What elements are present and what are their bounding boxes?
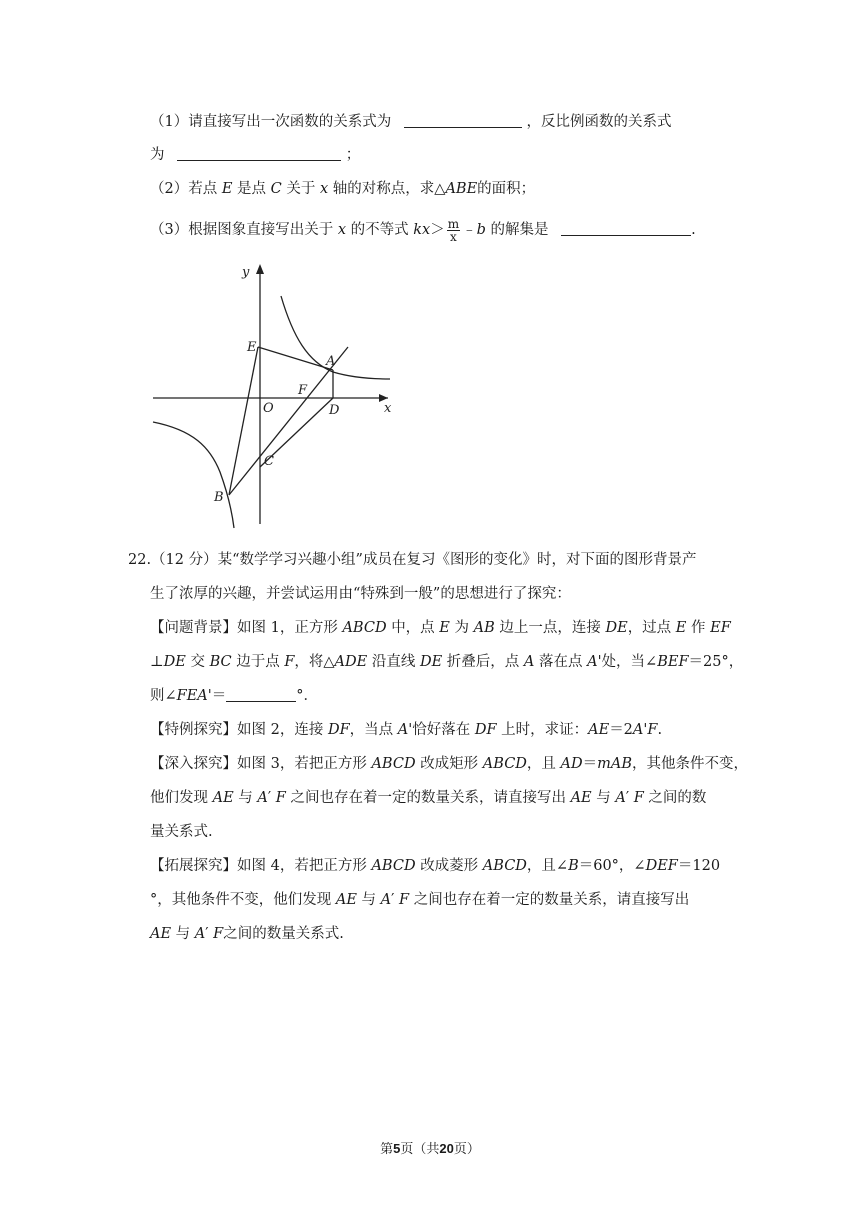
greater-than-sign: ＞ bbox=[430, 222, 445, 238]
hyperbola-lower-branch bbox=[153, 422, 234, 528]
perpendicular-sign: ⊥ bbox=[150, 654, 164, 670]
var-DEF: DEF bbox=[645, 858, 678, 874]
q22-text: 中，点 bbox=[391, 620, 435, 636]
segment-EA bbox=[258, 347, 336, 370]
q22-text: 之间也存在着一定的数量关系，请直接写出 bbox=[413, 892, 690, 908]
q22-text: 折叠后，点 bbox=[446, 654, 520, 670]
q21-part2-line bbox=[150, 179, 535, 199]
var-x: x bbox=[337, 222, 347, 238]
q21-part3-text: 的不等式 bbox=[350, 222, 409, 238]
q22-text: °，其他条件不变，他们发现 bbox=[150, 892, 332, 908]
q22-text: 【问题背景】如图 1，正方形 bbox=[150, 620, 338, 636]
var-E: E bbox=[439, 620, 450, 636]
q22-text: ，且 bbox=[526, 756, 556, 772]
var-DE: DE bbox=[419, 654, 443, 670]
minus-sign: ﹣ bbox=[462, 222, 477, 238]
footer-text: 第 bbox=[380, 1142, 394, 1157]
q22-text: 改成矩形 bbox=[420, 756, 479, 772]
label-F: F bbox=[298, 383, 308, 398]
q22-text: ＝120 bbox=[677, 858, 721, 874]
q22-background-line3 bbox=[150, 686, 318, 706]
q22-text: 与 bbox=[175, 926, 191, 942]
q22-line1 bbox=[128, 550, 696, 570]
label-B: B bbox=[214, 490, 224, 505]
prime-mark: ′ bbox=[205, 926, 209, 942]
q22-text: ＝2 bbox=[609, 722, 633, 738]
q21-part1-text-c: 为 bbox=[150, 147, 165, 163]
var-A-prime: A' bbox=[397, 722, 413, 738]
var-b: b bbox=[476, 222, 486, 238]
prime-mark: ′ bbox=[267, 790, 272, 806]
label-x: x bbox=[384, 401, 392, 416]
q22-text: 他们发现 bbox=[150, 790, 208, 806]
q21-part2-text: 关于 bbox=[286, 181, 316, 197]
var-A: A bbox=[194, 926, 206, 942]
prime-mark: ′ bbox=[391, 892, 395, 908]
var-x: x bbox=[319, 181, 329, 197]
footer-text: 页（共 bbox=[400, 1142, 440, 1157]
q21-part3-text: （3）根据图象直接写出关于 bbox=[150, 222, 334, 238]
q22-text: ，将△ bbox=[294, 654, 335, 670]
q22-text: 交 bbox=[190, 654, 205, 670]
fraction-denominator: x bbox=[450, 229, 457, 244]
q22-text: ＝60°，∠ bbox=[578, 858, 646, 874]
var-ABE: ABE bbox=[445, 181, 478, 197]
var-ABCD: ABCD bbox=[342, 620, 387, 636]
var-F: F bbox=[633, 790, 644, 806]
q21-part1-line1 bbox=[150, 112, 671, 132]
q22-text: 恰好落在 bbox=[412, 722, 471, 738]
var-AE: AE bbox=[588, 722, 610, 738]
var-A: A bbox=[615, 790, 626, 806]
var-A-prime: A' bbox=[587, 654, 602, 670]
total-pages: 20 bbox=[439, 1141, 454, 1156]
q21-part2-text: 轴的对称点，求△ bbox=[332, 181, 446, 197]
q21-part2-text: 的面积； bbox=[477, 181, 536, 197]
q22-text: 处，当∠ bbox=[601, 654, 658, 670]
q22-text: 落在点 bbox=[538, 654, 583, 670]
q22-text: ，且∠ bbox=[526, 858, 569, 874]
var-BC: BC bbox=[209, 654, 232, 670]
q22-extend-line2 bbox=[150, 890, 689, 910]
label-D: D bbox=[329, 403, 340, 418]
var-ABCD: ABCD bbox=[371, 858, 416, 874]
var-AE: AE bbox=[570, 790, 592, 806]
var-AE: AE bbox=[212, 790, 234, 806]
q22-text: 22.（12 分）某“数学学习兴趣小组”成员在复习《图形的变化》时，对下面的图形背景产 bbox=[128, 552, 697, 568]
var-E: E bbox=[675, 620, 687, 636]
q21-part2-text: （2）若点 bbox=[150, 181, 218, 197]
q22-text: 量关系式. bbox=[150, 824, 213, 840]
q21-part3-end: . bbox=[691, 222, 696, 238]
var-F: F bbox=[213, 926, 224, 942]
label-E: E bbox=[247, 340, 257, 355]
var-DF: DF bbox=[474, 722, 497, 738]
q22-text: ＝ bbox=[582, 756, 598, 772]
var-AE: AE bbox=[150, 926, 172, 942]
var-kx: kx bbox=[413, 222, 431, 238]
q21-part1-text-b: ，反比例函数的关系式 bbox=[526, 114, 672, 130]
prime-mark: ′ bbox=[625, 790, 630, 806]
var-F: F bbox=[399, 892, 410, 908]
page-footer bbox=[0, 1138, 860, 1157]
answer-blank-solution-set[interactable] bbox=[561, 221, 691, 236]
fraction-m-over-x bbox=[447, 218, 460, 243]
var-mAB: mAB bbox=[597, 756, 633, 772]
var-A: A bbox=[380, 892, 392, 908]
q22-text: 改成菱形 bbox=[420, 858, 479, 874]
var-AE: AE bbox=[335, 892, 357, 908]
var-AD: AD bbox=[560, 756, 583, 772]
q22-text: 之间也存在着一定的数量关系，请直接写出 bbox=[290, 790, 566, 806]
q22-deep-line2 bbox=[150, 788, 706, 808]
q22-deep-line3 bbox=[150, 822, 213, 842]
page-number: 5 bbox=[393, 1141, 401, 1156]
var-A: A bbox=[257, 790, 268, 806]
q22-background-line2 bbox=[150, 652, 743, 672]
q22-text: ，其他条件不变， bbox=[632, 756, 749, 772]
q21-part3-line bbox=[150, 212, 696, 248]
q22-text: 则∠ bbox=[150, 688, 177, 704]
q22-text: . bbox=[657, 722, 663, 738]
q22-text: 之间的数 bbox=[648, 790, 707, 806]
q22-text: ＝ bbox=[211, 688, 227, 704]
q22-text: 边于点 bbox=[236, 654, 280, 670]
q21-part1-line2 bbox=[150, 145, 360, 165]
q22-extend-line1 bbox=[150, 856, 720, 876]
var-ABCD: ABCD bbox=[482, 858, 527, 874]
label-O: O bbox=[263, 401, 274, 416]
fraction-numerator: m bbox=[447, 216, 460, 231]
q22-text: 与 bbox=[361, 892, 377, 908]
q22-text: 与 bbox=[596, 790, 611, 806]
q22-text: ，过点 bbox=[627, 620, 672, 636]
q22-text: 为 bbox=[454, 620, 469, 636]
function-graph bbox=[148, 262, 398, 537]
q21-part3-text: 的解集是 bbox=[490, 222, 549, 238]
q22-special-case-line bbox=[150, 720, 662, 740]
var-FEA-prime: FEA' bbox=[176, 688, 212, 704]
y-axis-arrow-icon bbox=[256, 264, 264, 274]
q22-text: °． bbox=[296, 688, 319, 704]
var-F: F bbox=[275, 790, 286, 806]
var-DE: DE bbox=[605, 620, 628, 636]
q22-text: ，当点 bbox=[349, 722, 394, 738]
hyperbola-upper-branch bbox=[281, 296, 390, 379]
var-BEF: BEF bbox=[657, 654, 689, 670]
q22-text: 作 bbox=[691, 620, 706, 636]
label-C: C bbox=[264, 454, 274, 469]
segment-BE bbox=[229, 347, 258, 495]
q22-text: 上时，求证： bbox=[501, 722, 589, 738]
q22-text: 边上一点，连接 bbox=[499, 620, 601, 636]
q21-part2-text: 是点 bbox=[237, 181, 267, 197]
q21-part1-text: （1）请直接写出一次函数的关系式为 bbox=[150, 114, 392, 130]
q21-part1-end: ； bbox=[345, 147, 361, 163]
q22-text: 与 bbox=[238, 790, 253, 806]
var-DF: DF bbox=[327, 722, 350, 738]
var-EF: EF bbox=[710, 620, 731, 636]
q22-extend-line3 bbox=[150, 924, 344, 944]
label-y: y bbox=[242, 265, 250, 280]
q22-text: 【拓展探究】如图 4，若把正方形 bbox=[150, 858, 367, 874]
var-C: C bbox=[270, 181, 282, 197]
q22-text: 生了浓厚的兴趣，并尝试运用由“特殊到一般”的思想进行了探究： bbox=[150, 586, 571, 602]
answer-blank-angle[interactable] bbox=[226, 687, 296, 702]
var-B: B bbox=[568, 858, 579, 874]
var-AB: AB bbox=[473, 620, 495, 636]
q22-deep-line1 bbox=[150, 754, 748, 774]
q22-text: 之间的数量关系式. bbox=[223, 926, 344, 942]
q22-text: 【深入探究】如图 3，若把正方形 bbox=[150, 756, 367, 772]
label-A: A bbox=[326, 354, 336, 369]
q22-background-line1 bbox=[150, 618, 731, 638]
var-A-prime-F: A'F bbox=[632, 722, 658, 738]
q22-line2 bbox=[150, 584, 571, 604]
answer-blank-inverse-function[interactable] bbox=[177, 146, 341, 161]
q22-text: 沿直线 bbox=[371, 654, 416, 670]
var-ABCD: ABCD bbox=[482, 756, 527, 772]
footer-text: 页） bbox=[453, 1142, 480, 1157]
var-A: A bbox=[523, 654, 535, 670]
q22-text: 【特例探究】如图 2，连接 bbox=[150, 722, 324, 738]
var-ABCD: ABCD bbox=[371, 756, 416, 772]
q22-text: ＝25°， bbox=[688, 654, 744, 670]
var-E: E bbox=[221, 181, 233, 197]
answer-blank-linear-function[interactable] bbox=[404, 113, 522, 128]
var-ADE: ADE bbox=[334, 654, 368, 670]
var-F: F bbox=[284, 654, 295, 670]
var-DE: DE bbox=[163, 654, 186, 670]
